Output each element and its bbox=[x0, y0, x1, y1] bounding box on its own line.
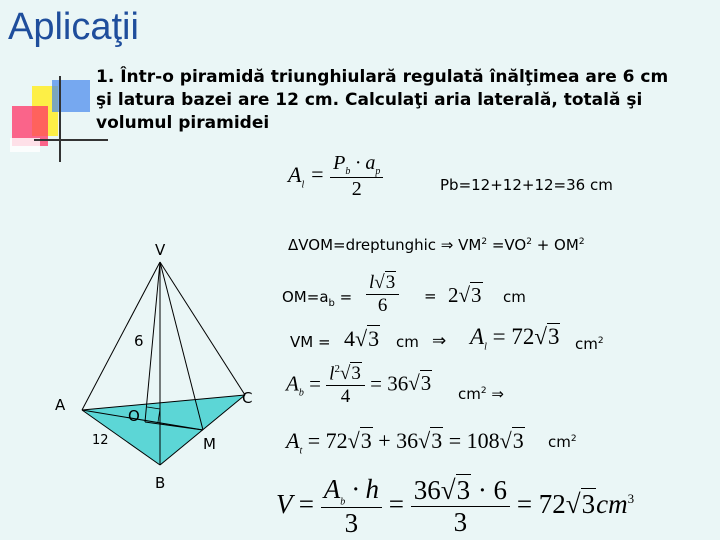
vertex-label-a: A bbox=[55, 396, 66, 414]
right-triangle-statement: ΔVOM=dreptunghic ⇒ $VM^2 =VO^2 + OM^2$ bbox=[288, 236, 585, 254]
om-value: 2√3 bbox=[448, 283, 482, 307]
height-label: 6 bbox=[134, 332, 144, 350]
lateral-area-unit: $cm^2$ bbox=[575, 335, 604, 353]
base-triangle bbox=[82, 395, 245, 465]
formula-base-area: $A_b$ = $\frac{l^2√3}{4}$ = 36√3 bbox=[286, 363, 432, 408]
problem-line-3: volumul piramidei bbox=[96, 113, 270, 133]
implies-1: ⇒ bbox=[432, 331, 447, 351]
vertex-label-b: B bbox=[155, 474, 166, 492]
vm-label: VM = bbox=[290, 333, 331, 351]
lateral-area-result: $A_l = 72√3$ bbox=[470, 324, 560, 353]
om-equals: = bbox=[424, 287, 437, 305]
side-label: 12 bbox=[92, 433, 109, 448]
vertex-label-c: C bbox=[242, 389, 253, 407]
vm-value: 4√3 bbox=[344, 326, 380, 351]
edge-vc bbox=[160, 262, 245, 395]
formula-total-area: $A_t = 72√3 + 36√3 = 108√3$ bbox=[286, 428, 524, 457]
total-area-unit: $cm^2$ bbox=[548, 433, 577, 451]
formula-volume: V = $\frac{A_b \cdot h}{3}$ = $\frac{36√3 \cdot 6}{3}$ = $72√3cm^3$ bbox=[276, 474, 635, 539]
problem-line-2: şi latura bazei are 12 cm. Calculaţi aria laterală, totală şi bbox=[96, 90, 643, 110]
formula-om: $\frac{l√3}{6}$ bbox=[366, 272, 399, 317]
om-label: $OM=a_b$ = bbox=[282, 288, 353, 309]
vertex-label-v: V bbox=[155, 241, 166, 259]
formula-lateral-area: $A_l$ = $\frac{P_b \cdot a_p}{2}$ bbox=[288, 152, 383, 201]
om-unit: cm bbox=[503, 288, 526, 306]
vm-unit: cm bbox=[396, 333, 419, 351]
page-title: Aplicaţii bbox=[8, 6, 139, 48]
point-label-o: O bbox=[128, 407, 140, 425]
problem-line-1: 1. Într-o piramidă triunghiulară regulată înălţimea are 6 cm bbox=[96, 67, 669, 87]
perimeter-text: Pb=12+12+12=36 cm bbox=[440, 176, 613, 194]
base-area-unit: $cm^2$ ⇒ bbox=[458, 385, 504, 403]
point-label-m: M bbox=[203, 435, 216, 453]
